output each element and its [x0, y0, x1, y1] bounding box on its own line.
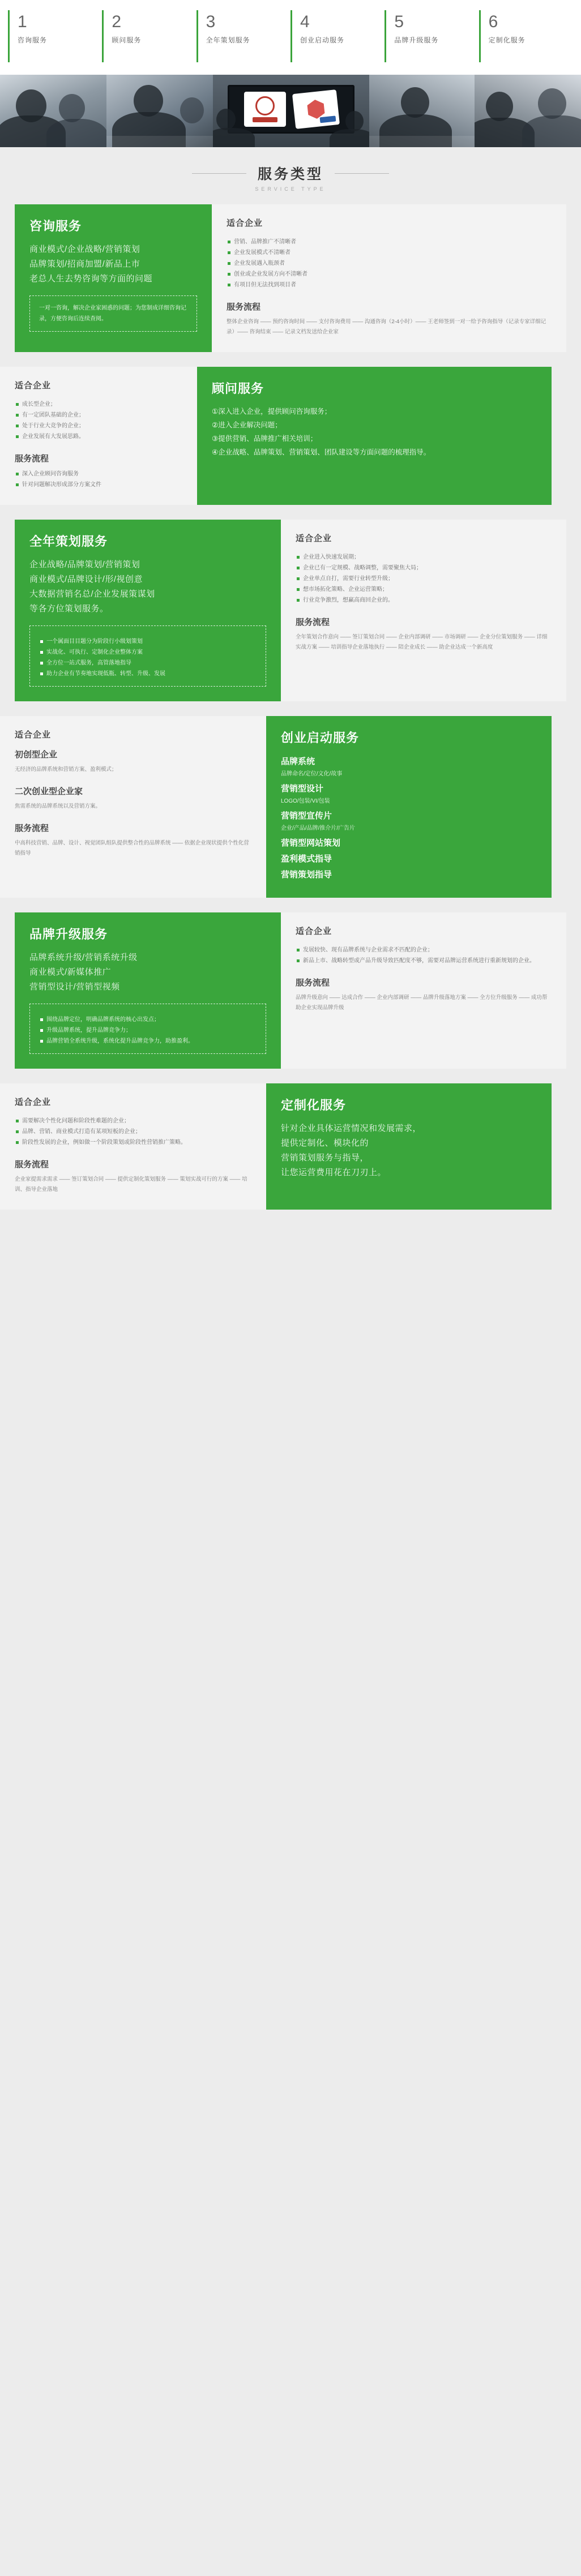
annual-title: 全年策划服务 — [29, 534, 108, 548]
list-item: 全方位一站式服务，高管落地指导 — [39, 658, 257, 668]
list-item: 有一定团队基础的企业； — [15, 410, 182, 421]
startup-flow-text: 中高科技营销、品牌、设计、视觉团队组队提供整合性的品牌系统 —— 依据企业现状提供个性化营销指导 — [15, 840, 249, 856]
topnav-label: 顾问服务 — [112, 36, 142, 44]
topnav-number: 5 — [394, 12, 404, 31]
upgrade-fit-list — [296, 945, 552, 966]
section-header — [0, 147, 581, 204]
list-item: 发展较快、现有品牌系统与企业需求不匹配的企业； — [296, 945, 552, 955]
hero-photo-3-presentation — [213, 75, 369, 147]
custom-line-2: 提供定制化、模块化的 — [281, 1138, 369, 1148]
startup-group-3 — [281, 808, 537, 833]
advisor-point-4: ④企业战略、品牌策划、营销策划、团队建设等方面问题的梳理指导。 — [212, 448, 431, 456]
topnav-number: 4 — [300, 12, 310, 31]
custom-flow-text: 企业家提需求需求 —— 签订策划合同 —— 提供定制化策划服务 —— 策划实战可行的方案 —— 培训、指导企业落地 — [15, 1176, 247, 1193]
startup-group-head-6: 营销策划指导 — [281, 870, 332, 880]
custom-title: 定制化服务 — [281, 1098, 347, 1112]
advisor-fit-list — [15, 399, 182, 442]
title-rule-left — [192, 173, 246, 174]
annual-line-3: 大数据营销名总/企业发展策谋划 — [29, 589, 155, 599]
topnav-number: 6 — [488, 12, 498, 31]
annual-fit-list — [296, 552, 552, 606]
block-custom — [0, 1083, 581, 1210]
annual-grey-panel — [281, 520, 566, 701]
startup-green-panel — [266, 716, 552, 898]
startup-fit-sub-1: 无经济的品牌系统和营销方案、盈利模式； — [15, 766, 117, 773]
list-item: 创业或企业发展方向不清晰者 — [227, 269, 552, 280]
upgrade-flow-list — [39, 1014, 257, 1047]
annual-flow-label: 服务流程 — [296, 618, 330, 627]
topnav-number: 2 — [112, 12, 122, 31]
block-annual-planning — [0, 520, 581, 701]
hero-photo-2 — [106, 75, 213, 147]
topnav-item-1[interactable] — [8, 10, 102, 62]
topnav-label: 全年策划服务 — [206, 36, 250, 44]
annual-line-1: 企业战略/品牌策划/营销策划 — [29, 560, 140, 569]
custom-green-panel — [266, 1083, 552, 1210]
list-item: 针对问题解决形成部分方案文件 — [15, 479, 182, 490]
page-title — [258, 163, 323, 183]
list-item: 企业单点自打，需要行业转型升级； — [296, 573, 552, 584]
upgrade-note-box — [29, 1004, 266, 1054]
hero-photo-5 — [475, 75, 581, 147]
annual-flow-list — [39, 636, 257, 679]
startup-group-sub-3: 企业/产品/品牌/推介片/广告片 — [281, 825, 356, 831]
startup-title: 创业启动服务 — [281, 731, 360, 745]
custom-grey-panel — [0, 1083, 266, 1210]
upgrade-line-3: 营销型设计/营销型视频 — [29, 982, 120, 992]
topnav-number: 3 — [206, 12, 216, 31]
consulting-flow-text: 整体企业咨询 —— 预约咨询时间 —— 支付咨询费用 —— 沟通咨询（2-4小时）—— 王老师签到一对一给予咨询指导（记录专家详细记录）—— 咨询结束 —— 记录文档发送给企业家 — [227, 319, 546, 335]
startup-group-sub-2: LOGO/包装/VI/包装 — [281, 798, 330, 804]
consulting-title: 咨询服务 — [29, 219, 82, 233]
startup-group-head-1: 品牌系统 — [281, 757, 315, 766]
list-item: 围绕品牌定位，明确品牌系统的核心出发点； — [39, 1014, 257, 1025]
annual-green-panel — [15, 520, 281, 701]
advisor-flow-label: 服务流程 — [15, 454, 49, 464]
service-types-poster — [0, 0, 581, 1218]
upgrade-title: 品牌升级服务 — [29, 927, 108, 941]
slide-badge-card — [244, 92, 286, 127]
topnav-label: 品牌升级服务 — [394, 36, 439, 44]
slide-hex-card — [292, 89, 340, 129]
list-item: 处于行业大竞争的企业； — [15, 421, 182, 431]
list-item: 阶段性发展的企业，例如做一个阶段策划或阶段性营销推广策略。 — [15, 1137, 251, 1148]
startup-fit-head-1: 初创型企业 — [15, 750, 58, 760]
topnav-item-6[interactable] — [479, 10, 573, 62]
advisor-green-panel — [197, 367, 552, 505]
list-item: 有项目但无法找到项目者 — [227, 280, 552, 290]
custom-fit-label: 适合企业 — [15, 1098, 52, 1107]
custom-line-1: 针对企业具体运营情况和发展需求， — [281, 1124, 422, 1133]
list-item: 新品上市、战略转型或产品升级导致匹配度不够，需要对品牌运营系统进行重新规划的企业。 — [296, 955, 552, 966]
list-item: 实战化、可执行、定制化企业整体方案 — [39, 647, 257, 658]
upgrade-line-1: 品牌系统升级/营销系统升级 — [29, 953, 138, 962]
top-numbered-nav — [0, 0, 581, 75]
startup-group-2 — [281, 781, 537, 806]
list-item: 深入企业顾问咨询服务 — [15, 469, 182, 479]
consulting-note: 一对一咨询，解决企业家困惑的问题；为您制成详细咨询记录，方便咨询后连续查阅。 — [29, 295, 197, 332]
block-brand-upgrade — [0, 912, 581, 1069]
custom-flow-label: 服务流程 — [15, 1160, 49, 1169]
upgrade-fit-label: 适合企业 — [296, 927, 332, 936]
upgrade-grey-panel — [281, 912, 566, 1069]
advisor-fit-label: 适合企业 — [15, 381, 52, 391]
annual-line-2: 商业模式/品牌设计/形/视创意 — [29, 575, 143, 584]
consulting-fit-label: 适合企业 — [227, 218, 263, 228]
advisor-flow-list — [15, 469, 182, 490]
consulting-line-2: 品牌策划/招商加盟/新品上市 — [29, 259, 140, 269]
presentation-screen — [228, 85, 354, 134]
startup-group-5 — [281, 851, 537, 867]
startup-group-head-2: 营销型设计 — [281, 784, 324, 794]
list-item: 需要解决个性化问题和阶段性难题的企业； — [15, 1116, 251, 1126]
consulting-grey-panel — [212, 204, 566, 352]
title-rule-right — [335, 173, 389, 174]
consulting-fit-list — [227, 237, 552, 290]
list-item: 品牌营销全系统升级，系统化提升品牌竞争力，助推盈利。 — [39, 1036, 257, 1047]
upgrade-flow-label: 服务流程 — [296, 978, 330, 988]
block-advisor — [0, 367, 581, 505]
startup-group-1 — [281, 754, 537, 779]
list-item: 行业竞争激烈，想赢高商回企业的。 — [296, 595, 552, 606]
consulting-line-3: 老总人生去势咨询等方面的问题 — [29, 274, 153, 284]
list-item: 营销、品牌推广不清晰者 — [227, 237, 552, 247]
advisor-grey-panel — [0, 367, 197, 505]
startup-group-head-3: 营销型宣传片 — [281, 811, 332, 821]
startup-fit-label: 适合企业 — [15, 730, 52, 740]
advisor-point-1: ①深入进入企业，提供顾问咨询服务； — [212, 408, 332, 415]
startup-fit-sub-2: 焦需系统的品牌系统以及营销方案。 — [15, 803, 101, 809]
list-item: 一个属面目目题分为阶段行小级划策划 — [39, 636, 257, 647]
startup-group-6 — [281, 867, 537, 883]
list-item: 升级品牌系统，提升品牌竞争力； — [39, 1025, 257, 1036]
startup-group-sub-1: 品牌命名/定位/文化/故事 — [281, 771, 343, 777]
custom-line-3: 营销策划服务与指导， — [281, 1153, 369, 1163]
page-subtitle: SERVICE TYPE — [255, 186, 326, 192]
startup-flow-label: 服务流程 — [15, 824, 49, 833]
custom-fit-list — [15, 1116, 251, 1148]
hero-photo-4 — [369, 75, 475, 147]
list-item: 品牌、营销、商业模式打造有某项短板的企业； — [15, 1126, 251, 1137]
topnav-item-4[interactable] — [290, 10, 385, 62]
page-title-text: 服务类型 — [257, 166, 323, 182]
advisor-point-2: ②进入企业解决问题； — [212, 421, 282, 429]
upgrade-flow-text: 品牌升级意向 —— 达成合作 —— 企业内部调研 —— 品牌升级落地方案 —— 全方位升级服务 —— 成功帮助企业实现品牌升级 — [296, 995, 548, 1011]
startup-group-head-4: 营销型网站策划 — [281, 838, 341, 848]
topnav-number: 1 — [18, 12, 27, 31]
startup-fit-head-2: 二次创业型企业家 — [15, 787, 83, 796]
list-item: 企业进入快速发展期； — [296, 552, 552, 563]
upgrade-green-panel — [15, 912, 281, 1069]
startup-group-head-5: 盈利模式指导 — [281, 854, 332, 864]
topnav-label: 咨询服务 — [18, 36, 48, 44]
consulting-flow-label: 服务流程 — [227, 302, 261, 312]
list-item: 企业已有一定规模、战略调整，需要聚焦大局； — [296, 563, 552, 573]
hero-photo-1 — [0, 75, 106, 147]
topnav-item-2[interactable] — [102, 10, 196, 62]
list-item: 成长型企业； — [15, 399, 182, 410]
startup-grey-panel — [0, 716, 266, 898]
topnav-label: 创业启动服务 — [300, 36, 344, 44]
block-consulting — [0, 204, 581, 352]
list-item: 企业发展有大发展思路。 — [15, 431, 182, 442]
hero-photo-band — [0, 75, 581, 147]
list-item: 想市场拓化策略、企业运营策略； — [296, 584, 552, 595]
list-item: 企业发展模式不清晰者 — [227, 247, 552, 258]
annual-line-4: 等各方位策划服务。 — [29, 604, 109, 614]
list-item: 企业发展遇入瓶颈者 — [227, 258, 552, 269]
annual-fit-label: 适合企业 — [296, 534, 332, 543]
topnav-item-5[interactable] — [385, 10, 479, 62]
block-startup — [0, 716, 581, 898]
consulting-line-1: 商业模式/企业战略/营销策划 — [29, 245, 140, 254]
topnav-item-3[interactable] — [196, 10, 290, 62]
annual-note-box — [29, 625, 266, 687]
consulting-green-panel — [15, 204, 212, 352]
startup-group-4 — [281, 835, 537, 851]
custom-line-4: 让您运营费用花在刀刃上。 — [281, 1168, 387, 1177]
upgrade-line-2: 商业模式/新媒体推广 — [29, 967, 112, 977]
advisor-point-3: ③提供营销、品牌推广相关培训； — [212, 435, 318, 443]
list-item: 助力企业有节奏地实现低瓶、转型、升级、发展 — [39, 668, 257, 679]
topnav-label: 定制化服务 — [488, 36, 526, 44]
advisor-title: 顾问服务 — [212, 382, 264, 396]
annual-flow-text: 全年策划合作意向 —— 签订策划合同 —— 企业内部调研 —— 市场调研 —— 企业分位策划服务 —— 详细实战方案 —— 培训指导企业落地执行 —— 陪企业成长 —— 助企业达成一个新高度 — [296, 634, 548, 650]
